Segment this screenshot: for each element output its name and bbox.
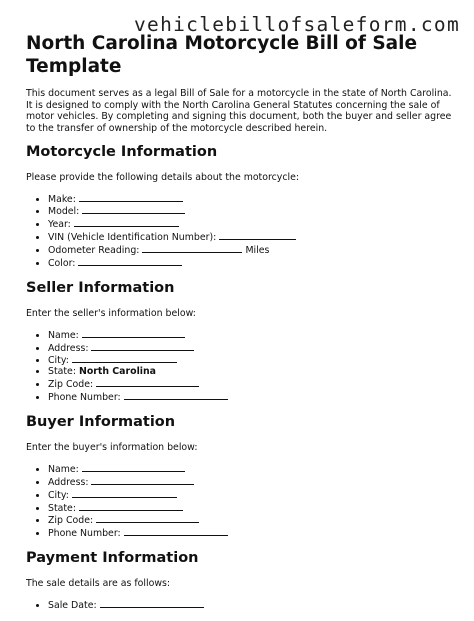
list-item xyxy=(48,257,454,270)
list-item xyxy=(48,205,454,218)
intro-paragraph: This document serves as a legal Bill of Sale for a motorcycle in the state of North Carolina. It is designed to comply with the North Carolina General Statutes concerning the sale of motor vehicles. By completing and signing this document, both the buyer and seller agree to the transfer of ownership of the motorcycle described herein. xyxy=(26,88,452,135)
document-content xyxy=(26,32,454,621)
vin-label: VIN (Vehicle Identification Number): xyxy=(48,232,217,244)
color-label: Color: xyxy=(48,258,76,270)
list-item xyxy=(48,476,454,489)
list-item xyxy=(48,463,454,476)
buyer-zip-label: Zip Code: xyxy=(48,515,94,527)
buyer-phone-blank[interactable] xyxy=(124,527,228,536)
list-item xyxy=(48,193,454,206)
seller-city-blank[interactable] xyxy=(72,354,177,363)
list-item xyxy=(48,367,454,378)
buyer-heading: Buyer Information xyxy=(26,414,176,431)
make-blank[interactable] xyxy=(79,193,183,202)
list-item xyxy=(48,244,454,257)
list-item xyxy=(48,391,454,404)
list-item xyxy=(48,378,454,391)
seller-state-label: State: xyxy=(48,366,76,378)
seller-zip-label: Zip Code: xyxy=(48,379,94,391)
buyer-lead: Enter the buyer's information below: xyxy=(26,442,198,454)
list-item xyxy=(48,231,454,244)
seller-lead: Enter the seller's information below: xyxy=(26,307,196,319)
seller-city-label: City: xyxy=(48,355,69,367)
list-item xyxy=(48,218,454,231)
seller-name-label: Name: xyxy=(48,329,79,341)
list-item xyxy=(48,329,454,342)
document-title: North Carolina Motorcycle Bill of Sale Template xyxy=(26,33,418,77)
buyer-city-label: City: xyxy=(48,489,69,501)
seller-address-blank[interactable] xyxy=(91,342,194,351)
model-label: Model: xyxy=(48,206,80,218)
color-blank[interactable] xyxy=(78,257,182,266)
buyer-address-label: Address: xyxy=(48,476,89,488)
seller-address-label: Address: xyxy=(48,342,89,354)
buyer-state-label: State: xyxy=(48,502,76,514)
sale-date-label: Sale Date: xyxy=(48,599,97,611)
seller-fields xyxy=(26,329,454,404)
year-label: Year: xyxy=(48,219,71,231)
motorcycle-heading: Motorcycle Information xyxy=(26,143,218,160)
payment-fields xyxy=(26,599,454,612)
sale-date-blank[interactable] xyxy=(100,599,204,608)
seller-state-value: North Carolina xyxy=(78,366,156,378)
vin-blank[interactable] xyxy=(219,231,296,240)
buyer-phone-label: Phone Number: xyxy=(48,528,121,540)
buyer-city-blank[interactable] xyxy=(72,489,177,498)
buyer-fields xyxy=(26,463,454,540)
list-item xyxy=(48,514,454,527)
model-blank[interactable] xyxy=(82,205,185,214)
motorcycle-lead: Please provide the following details about the motorcycle: xyxy=(26,171,300,183)
site-watermark: vehiclebillofsaleform.com xyxy=(134,13,460,36)
list-item xyxy=(48,502,454,515)
list-item xyxy=(48,527,454,540)
seller-name-blank[interactable] xyxy=(82,329,185,338)
odometer-blank[interactable] xyxy=(142,244,242,253)
list-item xyxy=(48,489,454,502)
year-blank[interactable] xyxy=(74,218,179,227)
list-item xyxy=(48,342,454,355)
buyer-name-label: Name: xyxy=(48,463,79,475)
list-item xyxy=(48,599,454,612)
odometer-label: Odometer Reading: xyxy=(48,245,140,257)
odometer-unit: Miles xyxy=(245,245,270,257)
seller-zip-blank[interactable] xyxy=(96,378,199,387)
make-label: Make: xyxy=(48,193,76,205)
payment-lead: The sale details are as follows: xyxy=(26,578,171,590)
seller-phone-blank[interactable] xyxy=(124,391,228,400)
buyer-state-blank[interactable] xyxy=(79,502,183,511)
payment-heading: Payment Information xyxy=(26,550,199,567)
seller-phone-label: Phone Number: xyxy=(48,392,121,404)
motorcycle-fields xyxy=(26,193,454,270)
buyer-address-blank[interactable] xyxy=(91,476,194,485)
buyer-name-blank[interactable] xyxy=(82,463,185,472)
seller-heading: Seller Information xyxy=(26,279,175,296)
buyer-zip-blank[interactable] xyxy=(96,514,199,523)
